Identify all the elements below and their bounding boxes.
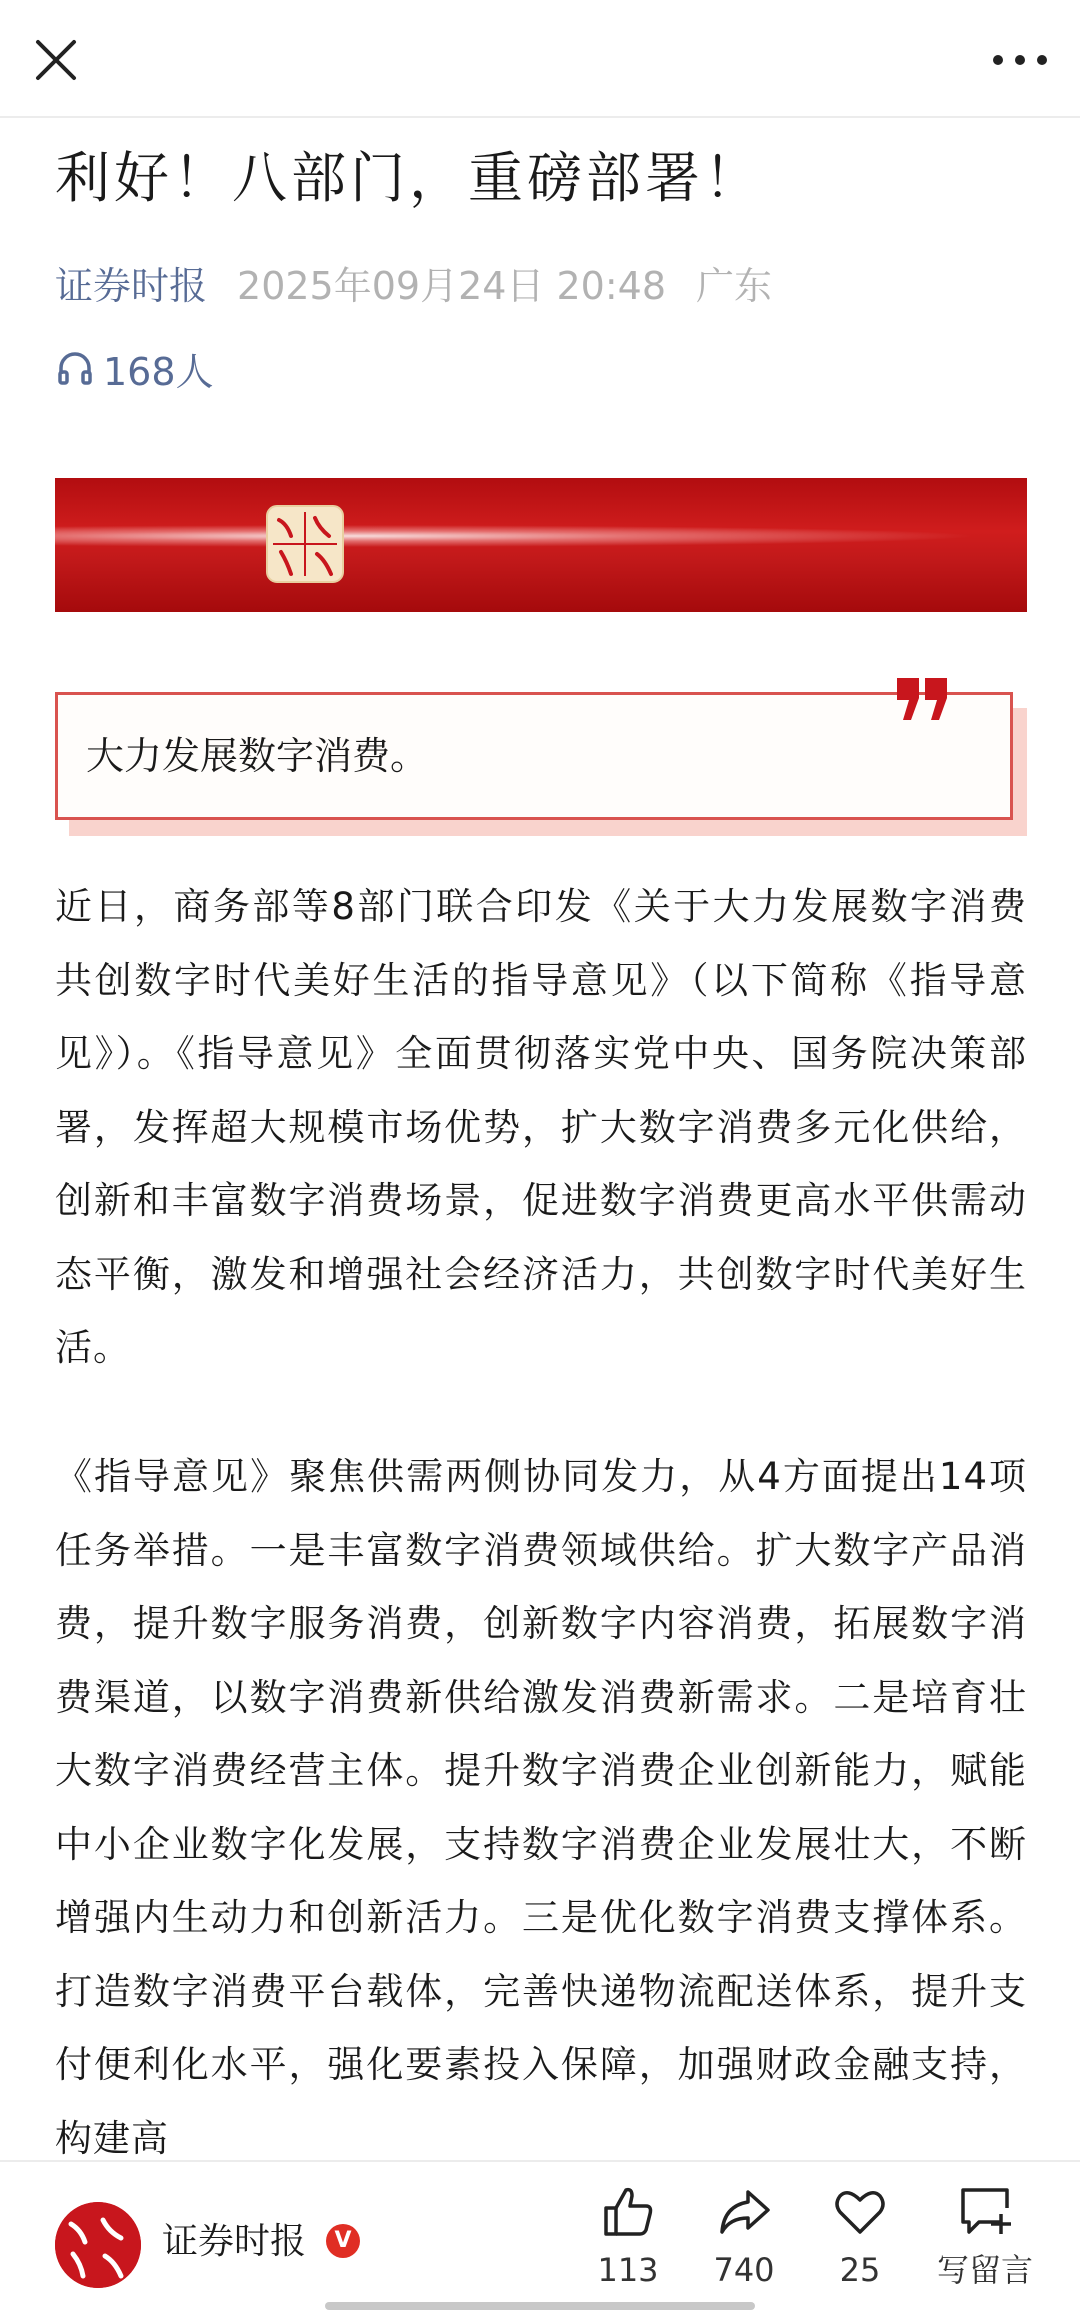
close-button[interactable]	[28, 32, 84, 88]
article-meta	[55, 256, 1027, 316]
quote-text: 大力发展数字消费。	[86, 734, 429, 778]
listen-button[interactable]	[55, 338, 214, 398]
publish-location: 广东	[696, 264, 773, 308]
source-link[interactable]: 证券时报	[55, 264, 208, 308]
account-logo-icon	[55, 2202, 141, 2288]
share-arrow-icon	[716, 2184, 772, 2240]
favorite-button[interactable]	[805, 2184, 915, 2304]
comment-add-icon	[957, 2184, 1013, 2240]
headphones-icon	[55, 348, 95, 388]
like-count: 113	[597, 2251, 659, 2289]
article-title: 利好！八部门，重磅部署！	[55, 146, 764, 210]
header-banner-image	[55, 478, 1027, 612]
account-name[interactable]: 证券时报	[162, 2221, 307, 2262]
home-indicator[interactable]	[325, 2302, 755, 2310]
paragraph-2: 《指导意见》聚焦供需两侧协同发力，从4方面提出14项任务举措。一是丰富数字消费领域供给。扩大数字产品消费，提升数字服务消费，创新数字内容消费，拓展数字消费渠道，以数字消费新供给激发消费新需求。二是培育壮大数字消费经营主体。提升数字消费企业创新能力，赋能中小企业数字化发展，支持数字消费企业发展壮大，不断增强内生动力和创新活力。三是优化数字消费支撑体系。打造数字消费平台载体，完善快递物流配送体系，提升支付便利化水平，强化要素投入保障，加强财政金融支持，构建高	[55, 1455, 1027, 2158]
bottom-bar	[0, 2160, 1080, 2320]
verified-badge: V	[326, 2224, 360, 2258]
like-button[interactable]	[573, 2184, 683, 2304]
share-count: 740	[713, 2251, 775, 2289]
write-comment-label: 写留言	[936, 2251, 1033, 2289]
top-bar	[0, 0, 1080, 118]
article	[55, 118, 1027, 2158]
favorite-count: 25	[839, 2251, 881, 2289]
newspaper-logo-icon	[265, 504, 345, 584]
quote-block	[55, 692, 1013, 820]
more-button[interactable]	[990, 40, 1050, 80]
heart-icon	[832, 2184, 888, 2240]
thumbs-up-icon	[600, 2184, 656, 2240]
publish-date: 2025年09月24日 20:48	[237, 264, 667, 308]
avatar[interactable]	[55, 2202, 141, 2288]
banner-light-streak	[55, 524, 1027, 548]
listener-count: 168人	[103, 349, 214, 394]
more-dots-icon	[990, 40, 1050, 80]
paragraph-1: 近日，商务部等8部门联合印发《关于大力发展数字消费共创数字时代美好生活的指导意见》（以下简称《指导意见》）。《指导意见》全面贯彻落实党中央、国务院决策部署，发挥超大规模市场优势，扩大数字消费多元化供给，创新和丰富数字消费场景，促进数字消费更高水平供需动态平衡，激发和增强社会经济活力，共创数字时代美好生活。	[55, 885, 1027, 1369]
write-comment-button[interactable]	[920, 2184, 1050, 2304]
share-button[interactable]	[689, 2184, 799, 2304]
quote-mark-icon	[895, 676, 951, 722]
close-icon	[28, 32, 84, 88]
